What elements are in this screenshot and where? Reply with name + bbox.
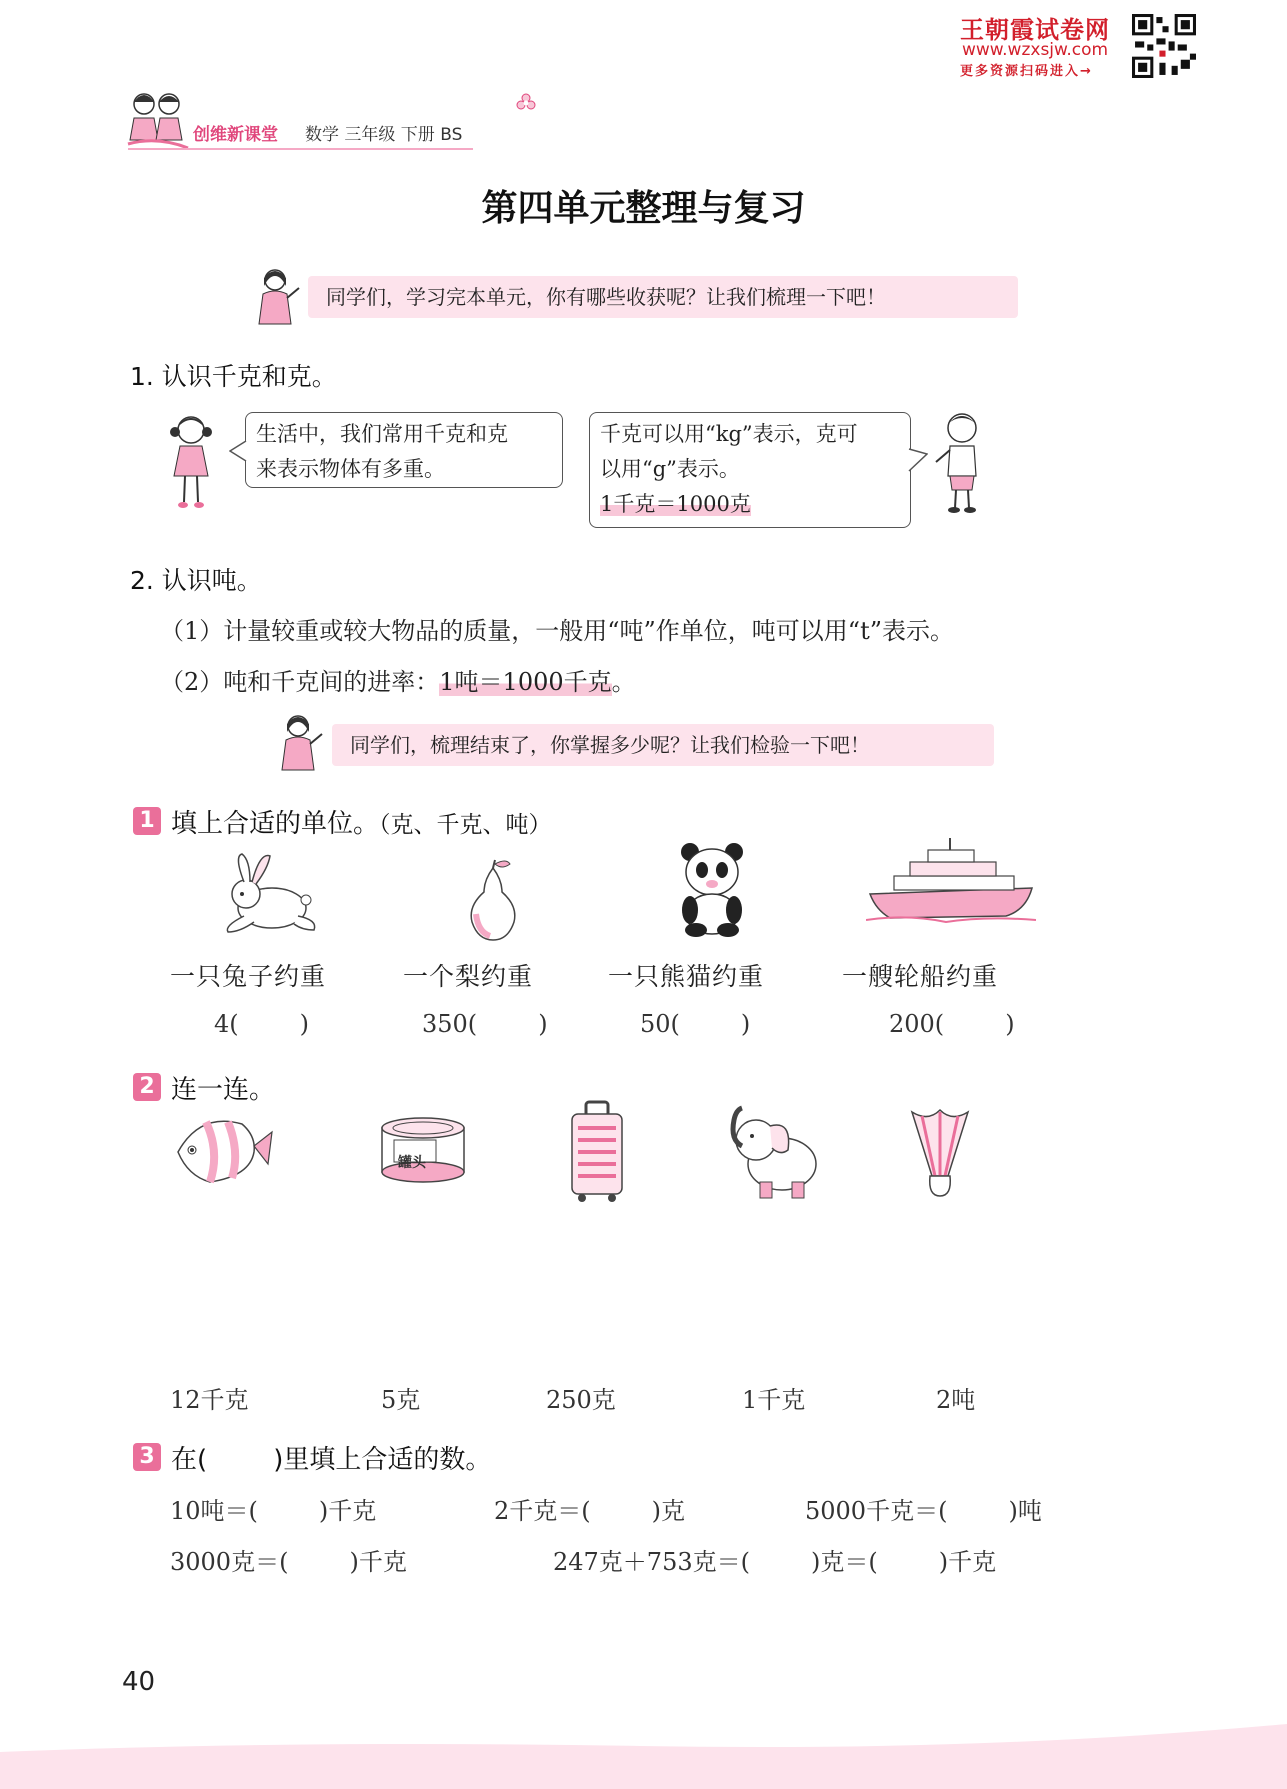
q3-equation[interactable]: 5000千克＝( )吨 [805,1497,1042,1525]
weight-option[interactable]: 12千克 [170,1386,249,1414]
teacher-icon [255,266,301,328]
teacher-icon [278,712,324,774]
weight-option[interactable]: 5克 [381,1386,421,1414]
header-divider [128,148,473,150]
elephant-icon[interactable] [726,1100,826,1204]
q1-answer-ship[interactable]: 200( ) [889,1010,1015,1038]
q1-label-panda: 一只熊猫约重 [608,962,765,991]
kg-g-conversion: 1千克＝1000克 [600,492,751,516]
boy-icon [930,406,992,516]
bubble-right-line: 以用“g”表示。 [600,457,740,481]
q3-equation[interactable]: 247克＋753克＝( )克＝( )千克 [553,1548,997,1576]
q3-equation[interactable]: 2千克＝( )克 [494,1497,686,1525]
q1-label-pear: 一个梨约重 [403,962,534,991]
q1-title [171,803,552,840]
q3-title: 在( )里填上合适的数。 [171,1445,492,1475]
summary-banner: 同学们，学习完本单元，你有哪些收获呢？让我们梳理一下吧！ [308,276,1018,318]
ton-rate-prefix: （2）吨和千克间的进率： [160,668,440,696]
q1-answer-rabbit[interactable]: 4( ) [214,1010,310,1038]
book-info: 数学 三年级 下册 BS [305,125,463,145]
brand-url[interactable]: www.wzxsjw.com [962,40,1109,60]
brand-title: 王朝霞试卷网 [960,16,1110,44]
bubble-tail [229,440,247,462]
rabbit-icon [214,850,324,940]
check-banner: 同学们，梳理结束了，你掌握多少呢？让我们检验一下吧！ [332,724,994,766]
pear-icon [462,858,524,942]
bubble-left-line: 来表示物体有多重。 [256,457,445,481]
can-label: 罐头 [398,1155,426,1171]
weight-option[interactable]: 2吨 [936,1386,976,1414]
ton-rate-value: 1吨＝1000千克 [439,668,612,696]
flower-icon [515,92,537,114]
shuttlecock-icon[interactable] [908,1106,972,1200]
ton-rate [160,662,636,697]
q1-label-rabbit: 一只兔子约重 [170,962,327,991]
ton-definition: （1）计量较重或较大物品的质量，一般用“吨”作单位，吨可以用“t”表示。 [160,617,954,645]
suitcase-icon[interactable] [566,1100,628,1204]
q3-equation[interactable]: 10吨＝( )千克 [170,1497,377,1525]
q1-answer-panda[interactable]: 50( ) [640,1010,751,1038]
speech-bubble-left [245,412,563,488]
speech-bubble-right [589,412,911,528]
ship-icon [866,836,1036,924]
girl-icon [160,410,222,510]
qr-code-icon[interactable] [1132,14,1196,78]
q2-number-badge: 2 [133,1073,161,1101]
q1-label-ship: 一艘轮船约重 [842,962,999,991]
section1-heading: 1. 认识千克和克。 [130,362,337,391]
panda-icon [676,840,748,938]
page-title: 第四单元整理与复习 [481,188,806,229]
page-number: 40 [122,1667,156,1697]
q1-number-badge: 1 [133,807,161,835]
weight-option[interactable]: 250克 [546,1386,616,1414]
q1-hint: （克、千克、吨） [379,812,552,838]
q1-answer-pear[interactable]: 350( ) [422,1010,548,1038]
series-name: 创维新课堂 [193,125,278,145]
fish-icon[interactable] [170,1106,274,1190]
q1-title-text: 填上合适的单位。 [171,809,380,839]
q2-title: 连一连。 [171,1075,276,1105]
ton-rate-suffix: 。 [611,668,636,696]
footer-wave [0,1712,1287,1789]
bubble-left-line: 生活中，我们常用千克和克 [256,422,508,446]
bubble-tail [908,448,928,472]
bubble-right-line: 千克可以用“kg”表示，克可 [600,422,858,446]
can-icon[interactable] [380,1116,466,1184]
section2-heading: 2. 认识吨。 [130,566,262,595]
weight-option[interactable]: 1千克 [742,1386,806,1414]
kids-logo-icon [122,88,192,154]
q3-number-badge: 3 [133,1443,161,1471]
q3-equation[interactable]: 3000克＝( )千克 [170,1548,407,1576]
brand-tip: 更多资源扫码进入→ [960,64,1093,79]
